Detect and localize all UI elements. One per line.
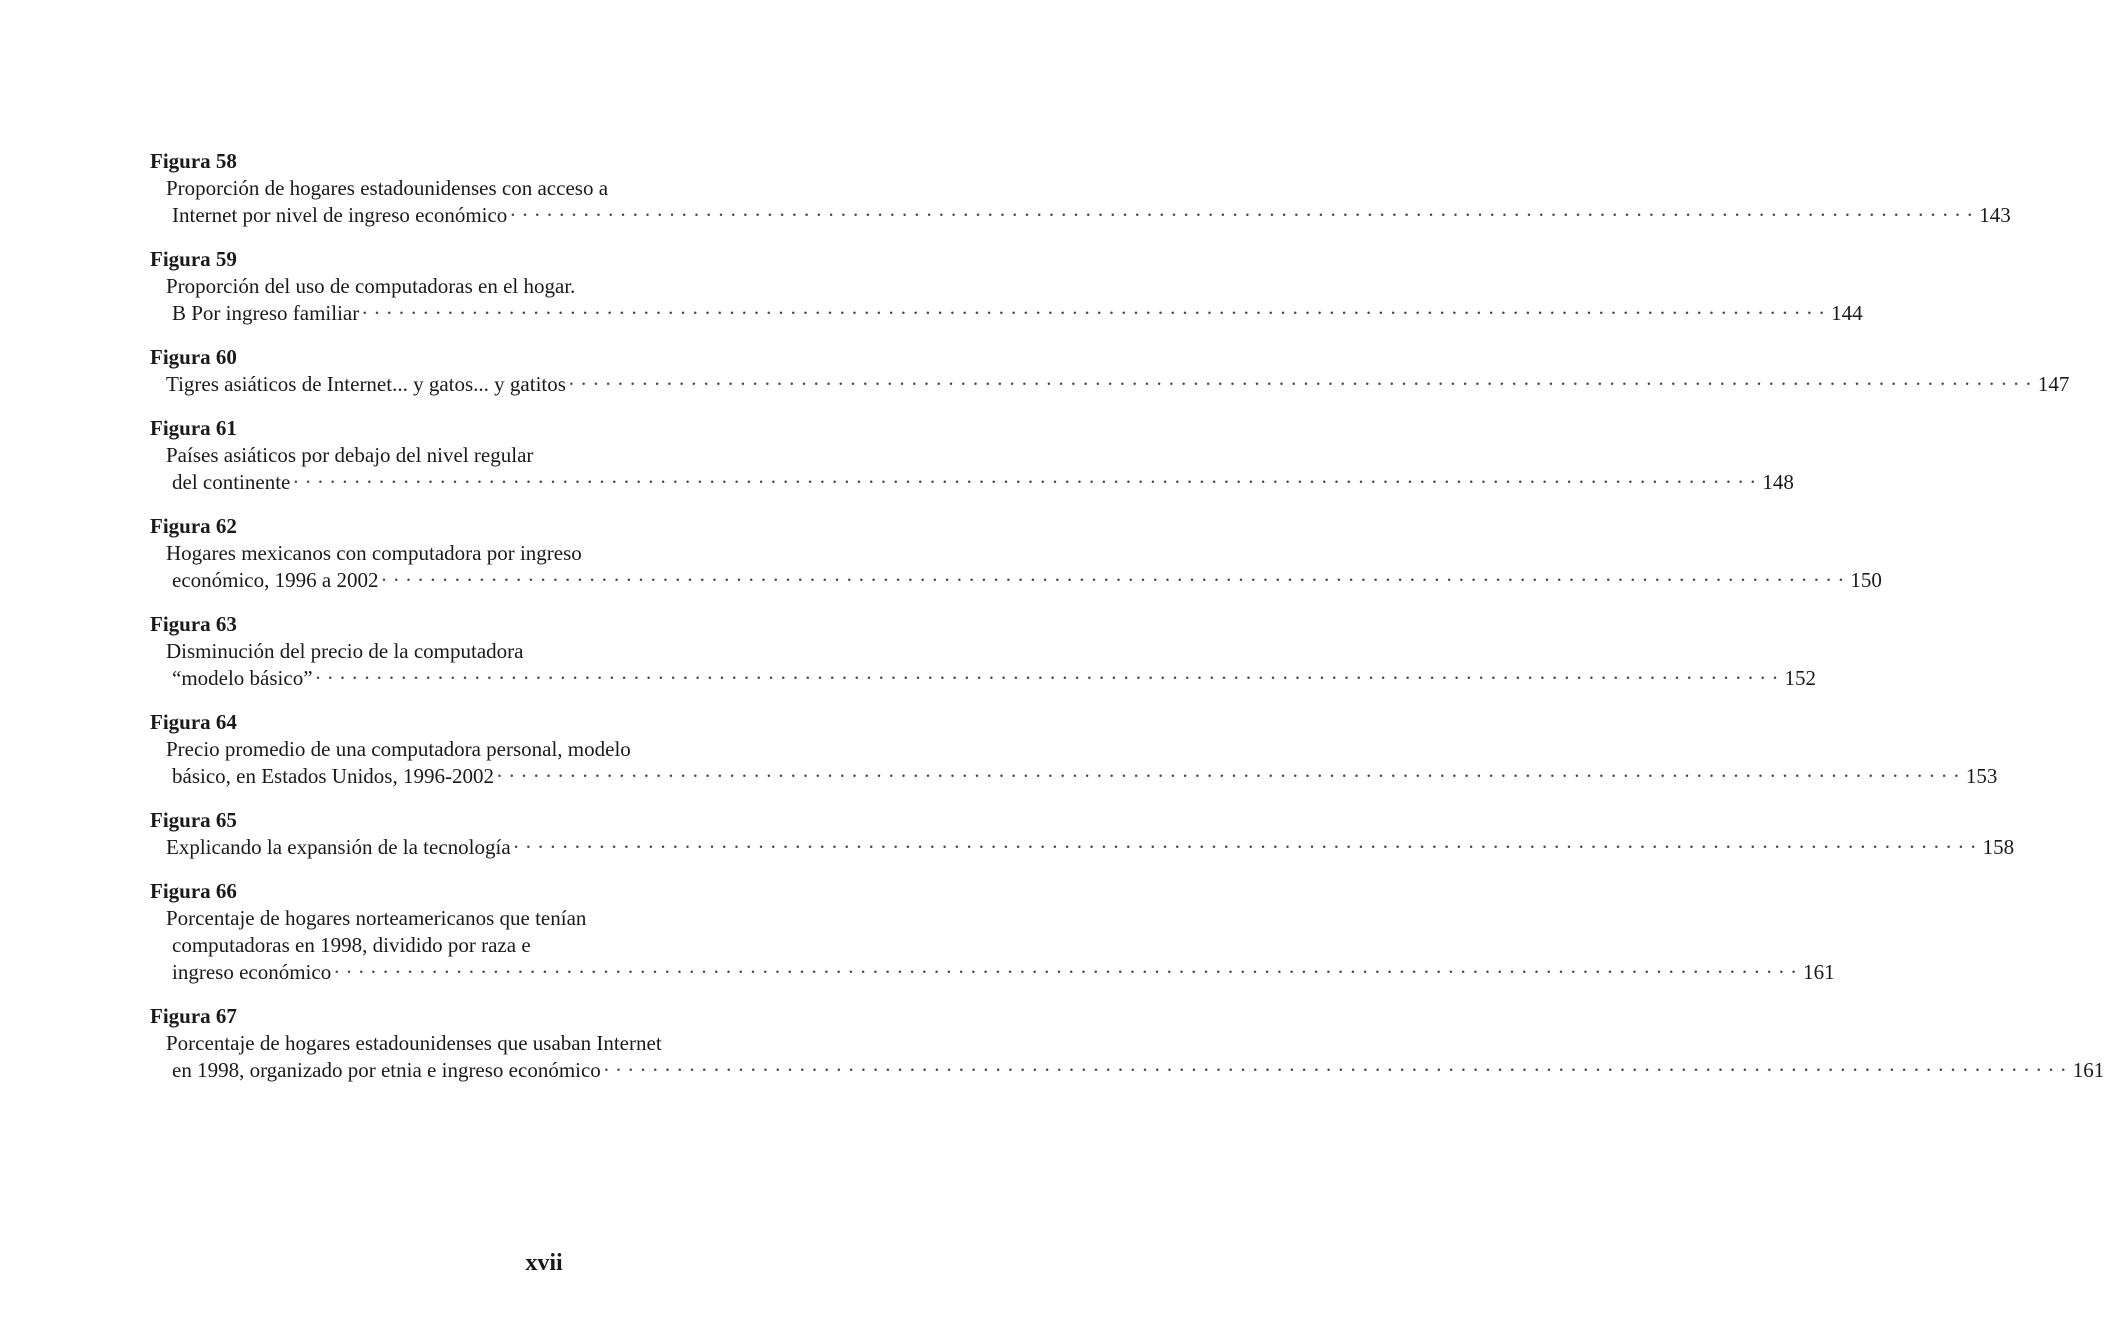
entry-last-line — [150, 202, 2011, 229]
figure-title-text: Porcentaje de hogares estadounidenses que usaban Internet — [166, 1031, 662, 1055]
entry-line — [150, 736, 865, 763]
page-reference: 150 — [1850, 568, 1882, 592]
figure-label: Figura 62 — [150, 514, 237, 538]
figure-title-text: Disminución del precio de la computadora — [166, 639, 524, 663]
figure-label: Figura 61 — [150, 416, 237, 440]
entry-line — [150, 175, 865, 202]
entry-line — [150, 1030, 865, 1057]
figure-title-text: del continente — [172, 470, 291, 494]
toc-entry — [150, 246, 1863, 327]
page-reference: 143 — [1979, 203, 2011, 227]
toc-entry — [150, 513, 1882, 594]
list-of-figures — [150, 148, 2104, 1101]
figure-title-text: Proporción de hogares estadounidenses con acceso a — [166, 176, 609, 200]
figure-title-text: computadoras en 1998, dividido por raza e — [172, 933, 531, 957]
page-reference: 158 — [1982, 835, 2015, 859]
entry-last-line — [150, 300, 1863, 327]
figure-title-text: Hogares mexicanos con computadora por ingreso — [166, 541, 582, 565]
dot-leader: · · · · · · · · · · · · · · · · · · · · · · · · · · · · · · · · · · · · · · · · · · · · · · · · · · · · · · · · · · · · · · · · · · · · · · · · · · · · · · · · · · · · · · · · · · · · · · · · · · · · · · · · · · · · · · · · · · · · · · · · — [314, 666, 1779, 690]
dot-leader: · · · · · · · · · · · · · · · · · · · · · · · · · · · · · · · · · · · · · · · · · · · · · · · · · · · · · · · · · · · · · · · · · · · · · · · · · · · · · · · · · · · · · · · · · · · · · · · · · · · · · · · · · · · · · · · · · · · · · · · · — [292, 470, 1757, 494]
dot-leader: · · · · · · · · · · · · · · · · · · · · · · · · · · · · · · · · · · · · · · · · · · · · · · · · · · · · · · · · · · · · · · · · · · · · · · · · · · · · · · · · · · · · · · · · · · · · · · · · · · · · · · · · · · · · · · · · · · · · · · · · — [333, 960, 1798, 984]
figure-title-text: Proporción del uso de computadoras en el hogar. — [166, 274, 576, 298]
entry-last-line — [150, 959, 1835, 986]
dot-leader: · · · · · · · · · · · · · · · · · · · · · · · · · · · · · · · · · · · · · · · · · · · · · · · · · · · · · · · · · · · · · · · · · · · · · · · · · · · · · · · · · · · · · · · · · · · · · · · · · · · · · · · · · · · · · · · · · · · · · · · · — [509, 203, 1974, 227]
entry-line — [150, 273, 865, 300]
dot-leader: · · · · · · · · · · · · · · · · · · · · · · · · · · · · · · · · · · · · · · · · · · · · · · · · · · · · · · · · · · · · · · · · · · · · · · · · · · · · · · · · · · · · · · · · · · · · · · · · · · · · · · · · · · · · · · · · · · · · · · · · — [567, 372, 2032, 396]
figure-title-text: Explicando la expansión de la tecnología — [166, 835, 511, 859]
figure-label: Figura 65 — [150, 808, 237, 832]
figure-title-text: B Por ingreso familiar — [172, 301, 360, 325]
entry-line — [150, 442, 865, 469]
figure-title-text: Porcentaje de hogares norteamericanos que tenían — [166, 906, 587, 930]
toc-entry — [150, 807, 2015, 861]
toc-entry — [150, 415, 1794, 496]
figure-title-text: Precio promedio de una computadora personal, modelo — [166, 737, 631, 761]
entry-last-line — [150, 665, 1816, 692]
entry-line — [150, 905, 865, 932]
figure-label: Figura 67 — [150, 1004, 237, 1028]
toc-entry — [150, 1003, 2104, 1084]
figure-title-text: en 1998, organizado por etnia e ingreso económico — [172, 1058, 601, 1082]
entry-line — [150, 540, 865, 567]
figure-label: Figura 58 — [150, 149, 237, 173]
page-number: xvii — [525, 1250, 563, 1276]
figure-label: Figura 63 — [150, 612, 237, 636]
figure-title-text: Países asiáticos por debajo del nivel regular — [166, 443, 534, 467]
entry-last-line — [150, 371, 2070, 398]
dot-leader: · · · · · · · · · · · · · · · · · · · · · · · · · · · · · · · · · · · · · · · · · · · · · · · · · · · · · · · · · · · · · · · · · · · · · · · · · · · · · · · · · · · · · · · · · · · · · · · · · · · · · · · · · · · · · · · · · · · · · · · · — [495, 764, 1960, 788]
figure-title-text: económico, 1996 a 2002 — [172, 568, 379, 592]
toc-entry — [150, 344, 2070, 398]
figure-label: Figura 64 — [150, 710, 237, 734]
page-reference: 144 — [1831, 301, 1863, 325]
dot-leader: · · · · · · · · · · · · · · · · · · · · · · · · · · · · · · · · · · · · · · · · · · · · · · · · · · · · · · · · · · · · · · · · · · · · · · · · · · · · · · · · · · · · · · · · · · · · · · · · · · · · · · · · · · · · · · · · · · · · · · · · — [361, 301, 1826, 325]
entry-line — [150, 932, 865, 959]
entry-line — [150, 638, 865, 665]
entry-last-line — [150, 469, 1794, 496]
page-reference: 152 — [1784, 666, 1816, 690]
page-reference: 148 — [1762, 470, 1794, 494]
figure-label: Figura 59 — [150, 247, 237, 271]
toc-entry — [150, 709, 1998, 790]
dot-leader: · · · · · · · · · · · · · · · · · · · · · · · · · · · · · · · · · · · · · · · · · · · · · · · · · · · · · · · · · · · · · · · · · · · · · · · · · · · · · · · · · · · · · · · · · · · · · · · · · · · · · · · · · · · · · · · · · · · · · · · · — [602, 1058, 2067, 1082]
toc-entry — [150, 611, 1816, 692]
figure-title-text: Internet por nivel de ingreso económico — [172, 203, 508, 227]
entry-last-line — [150, 567, 1882, 594]
figure-label: Figura 66 — [150, 879, 237, 903]
page-reference: 147 — [2037, 372, 2070, 396]
figure-title-text: ingreso económico — [172, 960, 332, 984]
toc-entry — [150, 878, 1835, 986]
figure-label: Figura 60 — [150, 345, 237, 369]
figure-title-text: “modelo básico” — [172, 666, 313, 690]
entry-last-line — [150, 763, 1998, 790]
figure-title-text: Tigres asiáticos de Internet... y gatos... y gatitos — [166, 372, 566, 396]
page-reference: 153 — [1965, 764, 1998, 788]
toc-entry — [150, 148, 2011, 229]
dot-leader: · · · · · · · · · · · · · · · · · · · · · · · · · · · · · · · · · · · · · · · · · · · · · · · · · · · · · · · · · · · · · · · · · · · · · · · · · · · · · · · · · · · · · · · · · · · · · · · · · · · · · · · · · · · · · · · · · · · · · · · · — [380, 568, 1845, 592]
entry-last-line — [150, 834, 2015, 861]
page-reference: 161 — [2072, 1058, 2104, 1082]
dot-leader: · · · · · · · · · · · · · · · · · · · · · · · · · · · · · · · · · · · · · · · · · · · · · · · · · · · · · · · · · · · · · · · · · · · · · · · · · · · · · · · · · · · · · · · · · · · · · · · · · · · · · · · · · · · · · · · · · · · · · · · · — [512, 835, 1977, 859]
entry-last-line — [150, 1057, 2104, 1084]
page-reference: 161 — [1803, 960, 1835, 984]
figure-title-text: básico, en Estados Unidos, 1996-2002 — [172, 764, 494, 788]
